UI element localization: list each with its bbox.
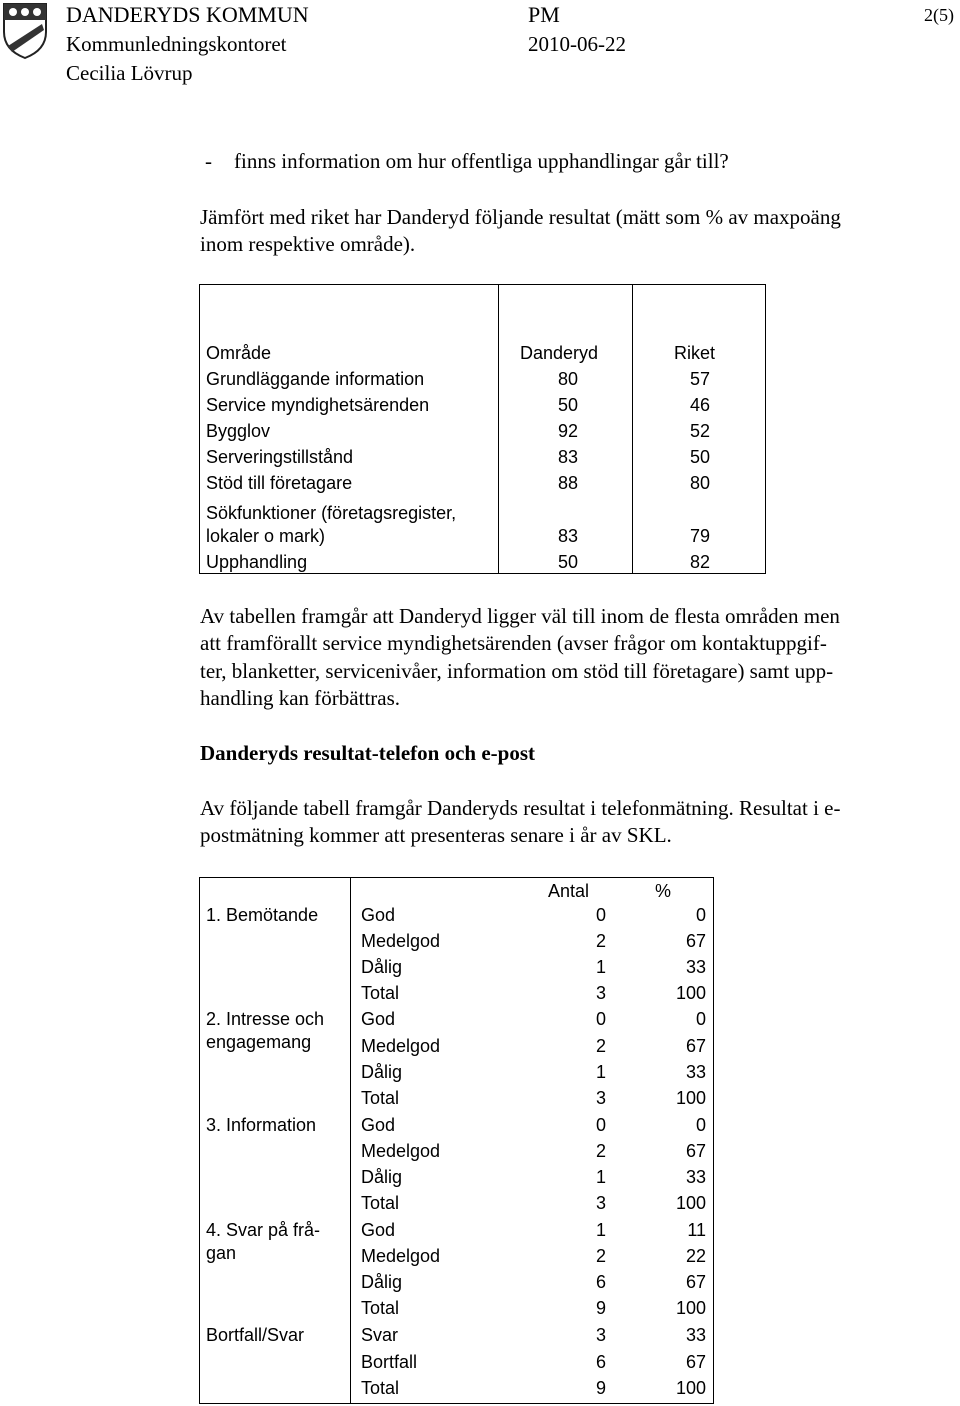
document-date: 2010-06-22 xyxy=(528,32,626,56)
paragraph-line: handling kan förbättras. xyxy=(200,686,401,710)
table-cell: Dålig xyxy=(361,1272,403,1292)
table-cell: 50 xyxy=(557,395,578,415)
intro-line-2: inom respektive område). xyxy=(200,232,416,256)
table-cell: 1 xyxy=(595,1220,606,1240)
table-cell: 2 xyxy=(595,931,606,951)
section-heading: Danderyds resultat-telefon och e-post xyxy=(200,741,535,765)
coat-of-arms-logo xyxy=(2,2,48,60)
group-label: gan xyxy=(206,1243,237,1263)
table-cell: 33 xyxy=(685,1325,706,1345)
intro-line-1: Jämfört med riket har Danderyd följande resultat (mätt som % av maxpoäng xyxy=(200,205,841,229)
table-cell: 83 xyxy=(557,447,578,467)
table-cell: 50 xyxy=(689,447,710,467)
table-header-area: Område xyxy=(206,343,272,363)
table-cell: Total xyxy=(361,1298,400,1318)
table-cell: 100 xyxy=(675,1193,706,1213)
table-cell: 2 xyxy=(595,1036,606,1056)
table-cell: Medelgod xyxy=(361,1036,441,1056)
page-number: 2(5) xyxy=(924,5,954,25)
table-cell: 33 xyxy=(685,1062,706,1082)
group-label: 1. Bemötande xyxy=(206,905,319,925)
table-cell: 100 xyxy=(675,983,706,1003)
table-cell: Dålig xyxy=(361,1062,403,1082)
column-divider xyxy=(350,878,351,1403)
phone-results-table xyxy=(199,877,714,1404)
table-cell: 1 xyxy=(595,1062,606,1082)
table-cell: God xyxy=(361,905,396,925)
table-cell: God xyxy=(361,1115,396,1135)
table-cell: Medelgod xyxy=(361,1246,441,1266)
table-cell: 80 xyxy=(689,473,710,493)
table-cell: 100 xyxy=(675,1378,706,1398)
table-cell: 0 xyxy=(595,905,606,925)
table-cell: Medelgod xyxy=(361,1141,441,1161)
table-cell: Service myndighetsärenden xyxy=(206,395,430,415)
paragraph-line: postmätning kommer att presenteras senare i år av SKL. xyxy=(200,823,672,847)
table-cell: 9 xyxy=(595,1378,606,1398)
table-cell: 88 xyxy=(557,473,578,493)
column-divider xyxy=(632,285,633,573)
group-label: 2. Intresse och xyxy=(206,1009,325,1029)
table-cell: 22 xyxy=(685,1246,706,1266)
paragraph-line: ter, blanketter, servicenivåer, information om stöd till företagare) samt upp- xyxy=(200,659,834,683)
table-cell: 3 xyxy=(595,1088,606,1108)
table-cell: 2 xyxy=(595,1141,606,1161)
table-cell: 6 xyxy=(595,1352,606,1372)
table-cell: Upphandling xyxy=(206,552,308,572)
table-cell: 67 xyxy=(685,1272,706,1292)
table-cell: Stöd till företagare xyxy=(206,473,353,493)
table-cell: 100 xyxy=(675,1298,706,1318)
table-cell: 0 xyxy=(595,1009,606,1029)
table-cell: 57 xyxy=(689,369,710,389)
table-cell: 79 xyxy=(689,526,710,546)
paragraph-line: Av följande tabell framgår Danderyds resultat i telefonmätning. Resultat i e- xyxy=(200,796,841,820)
table-cell: Total xyxy=(361,1088,400,1108)
table-cell: 33 xyxy=(685,957,706,977)
table-cell: 0 xyxy=(695,1115,706,1135)
table-cell: Bygglov xyxy=(206,421,271,441)
organization-name: DANDERYDS KOMMUN xyxy=(66,2,309,27)
table-cell: lokaler o mark) xyxy=(206,526,326,546)
paragraph-line: Av tabellen framgår att Danderyd ligger väl till inom de flesta områden men xyxy=(200,604,840,628)
table-cell: Grundläggande information xyxy=(206,369,425,389)
table-cell: 3 xyxy=(595,1193,606,1213)
table-cell: 52 xyxy=(689,421,710,441)
table-cell: Dålig xyxy=(361,1167,403,1187)
table-cell: Bortfall xyxy=(361,1352,418,1372)
table-header-percent: % xyxy=(655,881,672,901)
comparison-table xyxy=(199,284,766,574)
group-label: Bortfall/Svar xyxy=(206,1325,305,1345)
table-cell: 92 xyxy=(557,421,578,441)
table-cell: 67 xyxy=(685,1036,706,1056)
group-label: engagemang xyxy=(206,1032,312,1052)
table-cell: 82 xyxy=(689,552,710,572)
table-cell: 50 xyxy=(557,552,578,572)
group-label: 3. Information xyxy=(206,1115,317,1135)
table-cell: Svar xyxy=(361,1325,399,1345)
table-cell: 1 xyxy=(595,957,606,977)
table-cell: Total xyxy=(361,983,400,1003)
table-cell: Sökfunktioner (företagsregister, xyxy=(206,503,457,523)
table-cell: 1 xyxy=(595,1167,606,1187)
table-cell: 3 xyxy=(595,983,606,1003)
table-cell: 6 xyxy=(595,1272,606,1292)
table-cell: 2 xyxy=(595,1246,606,1266)
table-cell: 100 xyxy=(675,1088,706,1108)
bullet-text: finns information om hur offentliga upphandlingar går till? xyxy=(234,149,729,173)
table-cell: God xyxy=(361,1220,396,1240)
table-cell: 83 xyxy=(557,526,578,546)
table-cell: 0 xyxy=(695,1009,706,1029)
table-cell: 0 xyxy=(595,1115,606,1135)
table-header-danderyd: Danderyd xyxy=(520,343,599,363)
table-cell: Total xyxy=(361,1193,400,1213)
table-cell: 80 xyxy=(557,369,578,389)
table-header-riket: Riket xyxy=(674,343,716,363)
table-cell: Serveringstillstånd xyxy=(206,447,354,467)
table-cell: 67 xyxy=(685,931,706,951)
table-cell: God xyxy=(361,1009,396,1029)
table-cell: Dålig xyxy=(361,957,403,977)
bullet-dash: - xyxy=(205,149,212,173)
table-cell: 3 xyxy=(595,1325,606,1345)
table-cell: 0 xyxy=(695,905,706,925)
table-cell: 11 xyxy=(687,1220,706,1240)
table-cell: 33 xyxy=(685,1167,706,1187)
author-name: Cecilia Lövrup xyxy=(66,61,193,85)
paragraph-line: att framförallt service myndighetsärenden (avser frågor om kontaktuppgif- xyxy=(200,631,827,655)
table-cell: 46 xyxy=(689,395,710,415)
table-cell: Total xyxy=(361,1378,400,1398)
department-name: Kommunledningskontoret xyxy=(66,32,287,56)
table-cell: 9 xyxy=(595,1298,606,1318)
document-type: PM xyxy=(528,2,560,27)
table-cell: 67 xyxy=(685,1352,706,1372)
column-divider xyxy=(498,285,499,573)
table-header-antal: Antal xyxy=(548,881,590,901)
table-cell: 67 xyxy=(685,1141,706,1161)
group-label: 4. Svar på frå- xyxy=(206,1220,321,1240)
table-cell: Medelgod xyxy=(361,931,441,951)
